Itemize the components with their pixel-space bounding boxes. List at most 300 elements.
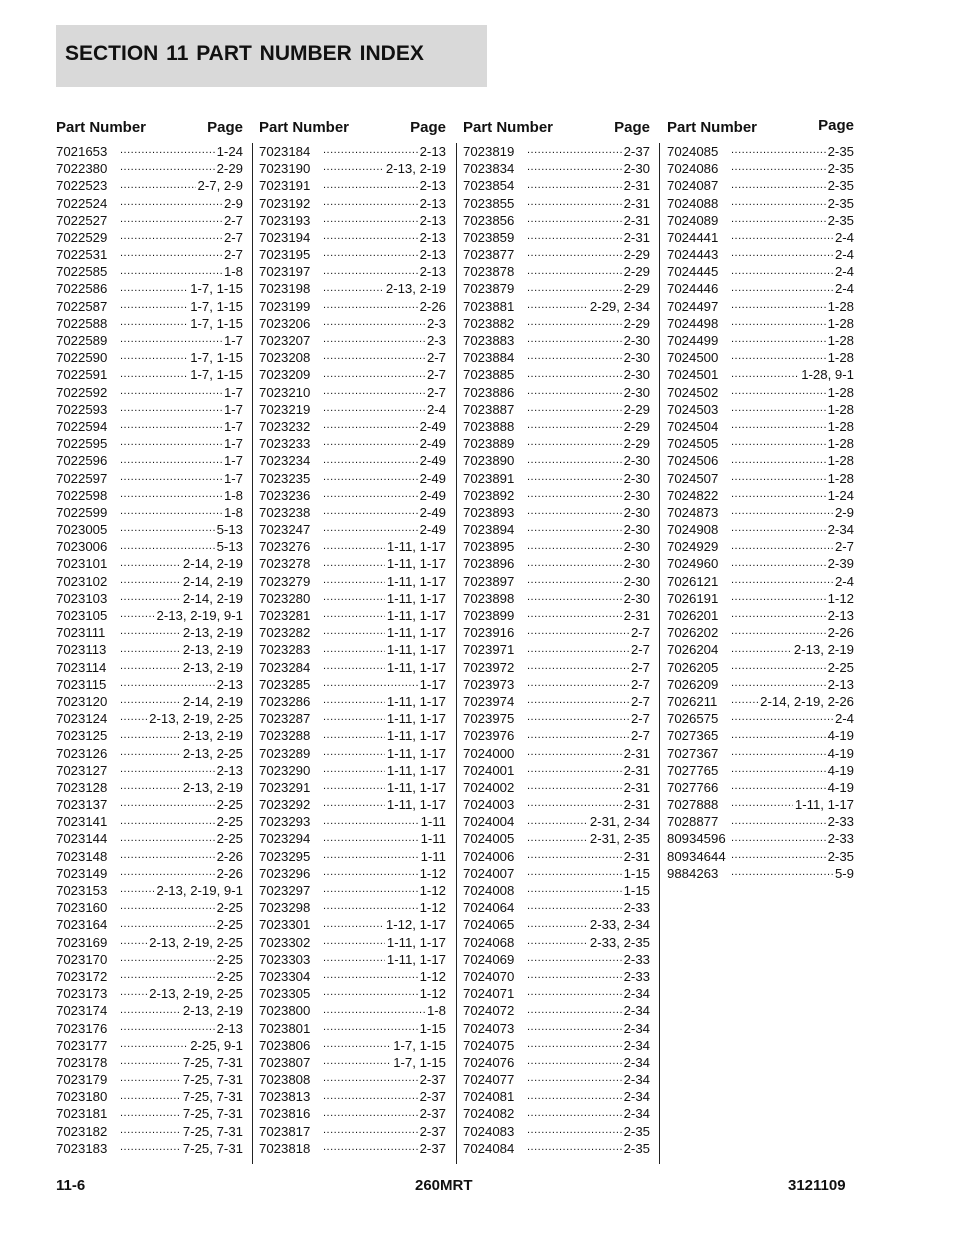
index-entry (259, 693, 446, 710)
page-reference: 2-4 (834, 264, 854, 280)
part-number: 7023282 (259, 625, 311, 641)
index-entry (463, 951, 650, 968)
index-entry (259, 1088, 446, 1105)
dot-leader (527, 1089, 622, 1103)
dot-leader (323, 229, 418, 243)
part-number: 7024500 (667, 350, 719, 366)
page-reference: 1-11, 1-17 (386, 590, 446, 606)
part-number: 7023972 (463, 659, 515, 675)
dot-leader (527, 642, 629, 656)
index-entry (56, 177, 243, 194)
part-number: 7023896 (463, 556, 515, 572)
page-reference: 1-7 (223, 436, 243, 452)
page-reference: 1-28 (827, 384, 854, 400)
part-number: 7022589 (56, 333, 108, 349)
dot-leader (527, 934, 588, 948)
part-number: 7023291 (259, 779, 311, 795)
dot-leader (527, 264, 622, 278)
part-number: 7023210 (259, 384, 311, 400)
index-entry (463, 487, 650, 504)
index-entry (56, 452, 243, 469)
page-reference: 2-13 (419, 143, 446, 159)
index-entry (463, 298, 650, 315)
index-entry (667, 607, 854, 624)
page-reference: 2-39 (827, 556, 854, 572)
dot-leader (120, 264, 222, 278)
dot-leader (323, 453, 418, 467)
dot-leader (731, 178, 826, 192)
index-rows (667, 143, 854, 882)
part-number: 7024087 (667, 178, 719, 194)
page-reference: 1-11, 1-17 (386, 711, 446, 727)
part-number: 7023125 (56, 728, 108, 744)
dot-leader (731, 349, 826, 363)
page-reference: 2-25 (216, 814, 243, 830)
index-entry (259, 1140, 446, 1157)
page-reference: 2-13, 2-19 (182, 625, 243, 641)
dot-leader (323, 796, 385, 810)
part-number: 7023208 (259, 350, 311, 366)
page-reference: 1-7, 1-15 (190, 298, 243, 314)
index-entry (259, 573, 446, 590)
dot-leader (731, 573, 833, 587)
index-entry (56, 504, 243, 521)
index-entry (56, 968, 243, 985)
dot-leader (323, 968, 418, 982)
dot-leader (323, 246, 418, 260)
dot-leader (323, 607, 385, 621)
page-reference: 2-33 (623, 968, 650, 984)
index-entry (56, 1088, 243, 1105)
dot-leader (527, 418, 622, 432)
dot-leader (120, 556, 181, 570)
dot-leader (323, 1071, 418, 1085)
dot-leader (323, 1003, 425, 1017)
part-number: 7023177 (56, 1037, 108, 1053)
dot-leader (527, 504, 622, 518)
part-number-header: Part Number (259, 119, 350, 136)
index-entry (56, 762, 243, 779)
dot-leader (527, 590, 622, 604)
dot-leader (527, 332, 622, 346)
part-number: 7023276 (259, 539, 311, 555)
part-number: 7023292 (259, 797, 311, 813)
dot-leader (527, 607, 622, 621)
index-entry (56, 573, 243, 590)
part-number: 7023894 (463, 522, 515, 538)
index-entry (56, 315, 243, 332)
page-reference: 2-31 (623, 229, 650, 245)
index-entry (259, 281, 446, 298)
dot-leader (323, 710, 385, 724)
index-entry (463, 177, 650, 194)
part-number: 7022594 (56, 418, 108, 434)
dot-leader (323, 814, 419, 828)
dot-leader (527, 160, 622, 174)
index-entry (56, 556, 243, 573)
page-reference: 2-4 (834, 281, 854, 297)
part-number: 7023219 (259, 401, 311, 417)
page-reference: 2-34 (623, 986, 650, 1002)
page-reference: 2-4 (834, 247, 854, 263)
dot-leader (731, 332, 826, 346)
page-reference: 2-13 (419, 178, 446, 194)
dot-leader (323, 917, 384, 931)
part-number: 7023856 (463, 212, 515, 228)
page-reference: 2-37 (419, 1089, 446, 1105)
page-reference: 5-9 (834, 865, 854, 881)
dot-leader (527, 178, 622, 192)
index-entry (259, 779, 446, 796)
dot-leader (323, 556, 385, 570)
page-reference: 2-13, 2-19, 2-25 (149, 934, 243, 950)
page-reference: 2-30 (623, 556, 650, 572)
part-number: 7023184 (259, 143, 311, 159)
dot-leader (323, 470, 418, 484)
part-number: 7024072 (463, 1003, 515, 1019)
index-entry (56, 848, 243, 865)
dot-leader (120, 349, 188, 363)
part-number: 7023170 (56, 951, 108, 967)
index-entry (259, 1002, 446, 1019)
part-number: 7022590 (56, 350, 108, 366)
index-entry (56, 934, 243, 951)
index-entry (56, 951, 243, 968)
dot-leader (120, 470, 222, 484)
page-reference: 2-31 (623, 608, 650, 624)
page-reference: 2-13 (216, 1020, 243, 1036)
index-entry (259, 727, 446, 744)
part-number: 7024004 (463, 814, 515, 830)
dot-leader (323, 762, 385, 776)
part-number-header: Part Number (56, 119, 147, 136)
page-reference: 1-11 (420, 814, 446, 830)
part-number: 7023195 (259, 247, 311, 263)
page-reference: 2-35 (827, 143, 854, 159)
page-reference: 2-34 (623, 1106, 650, 1122)
part-number: 7024083 (463, 1123, 515, 1139)
index-entry (463, 831, 650, 848)
part-number: 7023813 (259, 1089, 311, 1105)
index-entry (56, 779, 243, 796)
page-reference: 1-8 (223, 504, 243, 520)
part-number: 7023126 (56, 745, 108, 761)
index-entry (56, 384, 243, 401)
part-number: 7023103 (56, 590, 108, 606)
dot-leader (120, 367, 188, 381)
index-entry (463, 160, 650, 177)
part-number: 7024908 (667, 522, 719, 538)
index-entry (259, 659, 446, 676)
part-number: 7023886 (463, 384, 515, 400)
index-entry (463, 263, 650, 280)
column-divider (252, 143, 253, 1164)
dot-leader (120, 831, 215, 845)
page-reference: 1-7 (223, 418, 243, 434)
part-number: 7022524 (56, 195, 108, 211)
page-reference: 2-37 (623, 143, 650, 159)
page-reference: 1-7 (223, 384, 243, 400)
part-number: 7023816 (259, 1106, 311, 1122)
index-entry (463, 1140, 650, 1157)
part-number: 7026201 (667, 608, 719, 624)
part-number: 7027365 (667, 728, 719, 744)
index-entry (463, 212, 650, 229)
dot-leader (731, 848, 826, 862)
page-reference: 2-49 (419, 436, 446, 452)
page-reference: 2-49 (419, 522, 446, 538)
part-number: 7023298 (259, 900, 311, 916)
dot-leader (527, 779, 622, 793)
part-number: 7023247 (259, 522, 311, 538)
index-entry (463, 1020, 650, 1037)
page-reference: 1-11, 1-17 (386, 625, 446, 641)
dot-leader (731, 487, 826, 501)
index-column-4 (667, 119, 854, 882)
part-number: 7023888 (463, 418, 515, 434)
index-entry (463, 1123, 650, 1140)
dot-leader (120, 521, 215, 535)
dot-leader (527, 814, 588, 828)
part-number: 7023973 (463, 676, 515, 692)
part-number: 7026121 (667, 573, 719, 589)
dot-leader (120, 659, 181, 673)
page-reference: 2-34 (827, 522, 854, 538)
index-entry (463, 504, 650, 521)
part-number: 7023144 (56, 831, 108, 847)
page-reference: 2-30 (623, 487, 650, 503)
dot-leader (527, 1054, 622, 1068)
page-reference: 1-28 (827, 333, 854, 349)
page-reference: 1-15 (623, 883, 650, 899)
part-number: 7023160 (56, 900, 108, 916)
part-number: 7024071 (463, 986, 515, 1002)
dot-leader (731, 779, 826, 793)
page-reference: 1-7 (223, 453, 243, 469)
dot-leader (323, 985, 418, 999)
index-entry (463, 246, 650, 263)
dot-leader (527, 1037, 622, 1051)
dot-leader (323, 367, 425, 381)
dot-leader (731, 435, 826, 449)
dot-leader (323, 160, 384, 174)
part-number: 7023120 (56, 693, 108, 709)
dot-leader (731, 745, 826, 759)
part-number: 7024084 (463, 1140, 515, 1156)
part-number: 7023102 (56, 573, 108, 589)
page-reference: 2-14, 2-19, 2-26 (760, 693, 854, 709)
index-entry (667, 246, 854, 263)
part-number: 7023141 (56, 814, 108, 830)
index-entry (259, 1123, 446, 1140)
dot-leader (527, 470, 622, 484)
part-number: 7023895 (463, 539, 515, 555)
page-reference: 2-4 (834, 573, 854, 589)
footer-doc-number: 3121109 (788, 1177, 846, 1194)
page-reference: 2-26 (419, 298, 446, 314)
index-entry (667, 401, 854, 418)
index-entry (259, 796, 446, 813)
page-reference: 2-29 (623, 418, 650, 434)
part-number: 7023819 (463, 143, 515, 159)
dot-leader (731, 710, 833, 724)
dot-leader (323, 195, 418, 209)
page-reference: 1-11, 1-17 (386, 779, 446, 795)
index-entry (259, 212, 446, 229)
page-reference: 2-35 (827, 848, 854, 864)
dot-leader (120, 607, 154, 621)
index-entry (56, 298, 243, 315)
dot-leader (731, 246, 833, 260)
part-number: 7026209 (667, 676, 719, 692)
page-reference: 1-28 (827, 470, 854, 486)
page-reference: 2-25, 9-1 (190, 1037, 243, 1053)
dot-leader (120, 1071, 181, 1085)
part-number: 7023859 (463, 229, 515, 245)
dot-leader (323, 178, 418, 192)
dot-leader (120, 762, 215, 776)
part-number: 7024445 (667, 264, 719, 280)
dot-leader (731, 590, 826, 604)
index-entry (463, 899, 650, 916)
page-reference: 2-31 (623, 212, 650, 228)
part-number: 7024503 (667, 401, 719, 417)
index-entry (667, 487, 854, 504)
page-reference: 1-11, 1-17 (386, 797, 446, 813)
page-reference: 2-13 (419, 247, 446, 263)
part-number: 7024002 (463, 779, 515, 795)
page-reference: 2-25 (827, 659, 854, 675)
part-number: 7023169 (56, 934, 108, 950)
index-entry (56, 831, 243, 848)
part-number: 7023301 (259, 917, 311, 933)
index-entry (259, 916, 446, 933)
part-number: 7024006 (463, 848, 515, 864)
page-reference: 2-30 (623, 161, 650, 177)
index-entry (667, 693, 854, 710)
page-reference: 1-11, 1-17 (386, 659, 446, 675)
part-number: 7024929 (667, 539, 719, 555)
page-reference: 1-7 (223, 470, 243, 486)
dot-leader (323, 882, 418, 896)
page-reference: 1-11 (420, 848, 446, 864)
part-number: 7024088 (667, 195, 719, 211)
part-number: 7023178 (56, 1054, 108, 1070)
index-entry (463, 985, 650, 1002)
page-reference: 2-31 (623, 797, 650, 813)
part-number: 7023182 (56, 1123, 108, 1139)
page-reference: 1-7 (223, 333, 243, 349)
index-entry (667, 470, 854, 487)
index-entry (463, 435, 650, 452)
index-entry (667, 538, 854, 555)
index-entry (56, 813, 243, 830)
dot-leader (323, 521, 418, 535)
page-reference: 1-28, 9-1 (801, 367, 854, 383)
part-number: 7024082 (463, 1106, 515, 1122)
index-entry (259, 865, 446, 882)
dot-leader (120, 951, 215, 965)
part-number: 7023883 (463, 333, 515, 349)
index-entry (259, 470, 446, 487)
page-reference: 2-31 (623, 848, 650, 864)
part-number: 7023164 (56, 917, 108, 933)
dot-leader (527, 556, 622, 570)
page-reference: 1-24 (827, 487, 854, 503)
dot-leader (527, 1071, 622, 1085)
index-entry (463, 779, 650, 796)
index-entry (259, 607, 446, 624)
dot-leader (323, 779, 385, 793)
dot-leader (120, 934, 147, 948)
page-reference: 2-34 (623, 1037, 650, 1053)
page-reference: 2-29 (623, 401, 650, 417)
page-reference: 2-13 (419, 264, 446, 280)
page-reference: 2-34 (623, 1003, 650, 1019)
index-entry (667, 641, 854, 658)
footer-model: 260MRT (415, 1177, 473, 1194)
page-reference: 1-7, 1-15 (190, 367, 243, 383)
part-number: 7023289 (259, 745, 311, 761)
index-entry (667, 143, 854, 160)
index-entry (463, 1037, 650, 1054)
dot-leader (120, 796, 215, 810)
dot-leader (120, 298, 188, 312)
dot-leader (731, 315, 826, 329)
index-entry (259, 676, 446, 693)
page-reference: 2-29 (623, 264, 650, 280)
dot-leader (120, 1003, 181, 1017)
part-number: 7022591 (56, 367, 108, 383)
part-number: 7023976 (463, 728, 515, 744)
index-entry (259, 882, 446, 899)
dot-leader (323, 642, 385, 656)
part-number: 7023882 (463, 315, 515, 331)
page-reference: 2-30 (623, 470, 650, 486)
page-reference: 2-7 (426, 384, 446, 400)
index-entry (56, 1020, 243, 1037)
index-entry (667, 573, 854, 590)
page-reference: 1-8 (223, 264, 243, 280)
dot-leader (323, 418, 418, 432)
index-entry (56, 401, 243, 418)
part-number: 7024064 (463, 900, 515, 916)
part-number: 7023176 (56, 1020, 108, 1036)
page-reference: 2-29 (216, 161, 243, 177)
part-number: 7023128 (56, 779, 108, 795)
index-entry (259, 590, 446, 607)
index-entry (259, 951, 446, 968)
index-entry (463, 470, 650, 487)
part-number: 7022586 (56, 281, 108, 297)
dot-leader (323, 728, 385, 742)
section-header-box (56, 25, 487, 87)
index-entry (56, 521, 243, 538)
page-reference: 2-13 (419, 229, 446, 245)
dot-leader (731, 624, 826, 638)
part-number: 7027765 (667, 762, 719, 778)
index-entry (56, 676, 243, 693)
index-entry (56, 349, 243, 366)
page-reference: 2-13, 2-19 (182, 728, 243, 744)
dot-leader (323, 899, 418, 913)
part-number: 7023234 (259, 453, 311, 469)
page-reference: 2-30 (623, 453, 650, 469)
dot-leader (527, 281, 622, 295)
page-reference: 2-35 (623, 1123, 650, 1139)
part-number: 7023181 (56, 1106, 108, 1122)
page-reference: 2-25 (216, 917, 243, 933)
